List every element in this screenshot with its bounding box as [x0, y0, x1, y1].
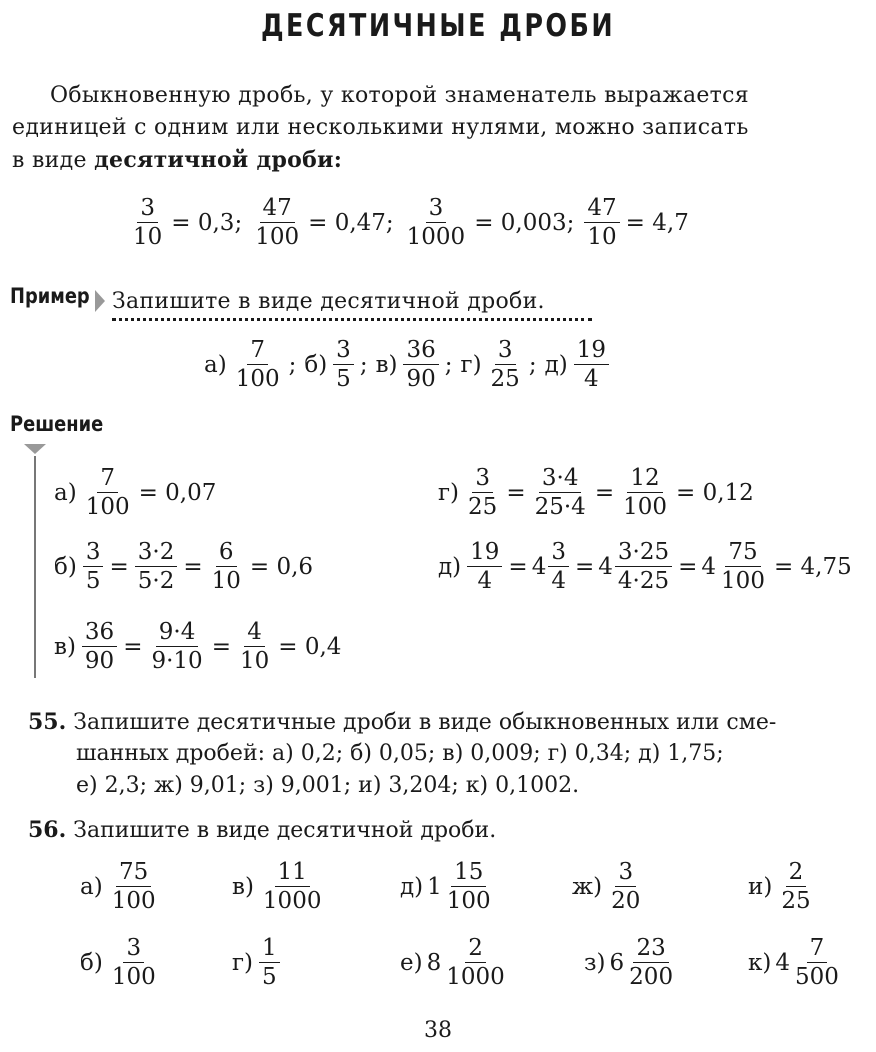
task56-item: и) 2 25	[748, 859, 811, 915]
result: = 0,47;	[308, 209, 394, 236]
fraction: $\frac{3}{1000}$	[406, 195, 466, 251]
solution-g: г) $\frac{3}{25}$ = $\frac{3\cdot 4}{25\cdot 4}$ = $\frac{12}{100}$ = 0,12	[438, 465, 754, 521]
example-label: Пример	[10, 284, 90, 308]
task56-item: з) 6 23 200	[584, 935, 674, 991]
page-number: 38	[424, 1018, 452, 1043]
result: = 0,003;	[474, 209, 575, 236]
fraction: $\frac{47}{100}$	[255, 195, 300, 251]
fraction: $\frac{3}{10}$	[133, 195, 163, 251]
solution-a: а) $\frac{7}{100}$ = 0,07	[54, 465, 217, 521]
solution-label: Решение	[10, 412, 104, 436]
task56-item: д) 1 15 100	[400, 859, 491, 915]
intro-line-2: единицей с одним или несколькими нулями, можно записать	[12, 115, 749, 140]
task-number: 55.	[28, 709, 67, 735]
example-items: а) 7 100 ; б) 3 5 ; в) 36 90 ; г) 3 25 ; д) 19 4	[200, 338, 611, 391]
result: = 0,3;	[171, 209, 243, 236]
triangle-icon	[24, 444, 46, 454]
task-text: Запишите в виде десятичной дроби.	[73, 818, 497, 843]
task-56-header	[28, 814, 496, 847]
solution-bar	[34, 456, 36, 678]
task-55-line-3: е) 2,3; ж) 9,01; з) 9,001; и) 3,204; к) 0,1002.	[76, 773, 580, 798]
decimal-term: десятичной дроби:	[94, 147, 343, 173]
intro-line-3	[12, 144, 342, 177]
intro-line-3-text: в виде	[12, 148, 95, 173]
solution-v: в) $\frac{36}{90}$ = $\frac{9\cdot 4}{9\cdot 10}$ = $\frac{4}{10}$ = 0,4	[54, 619, 342, 675]
example-task: Запишите в виде десятичной дроби.	[112, 286, 592, 321]
solution-d: д) $\frac{19}{4}$ = 4 $\frac{3}{4}$ = 4 $\frac{3\cdot 25}{4\cdot 25}$ = 4 $\frac{75}{100}$ = 4,75	[438, 539, 852, 595]
task-55-line-1	[28, 706, 776, 739]
page-title: ДЕСЯТИЧНЫЕ ДРОБИ	[260, 8, 616, 44]
result: = 4,7	[625, 209, 689, 236]
fraction: $\frac{47}{10}$	[584, 196, 619, 249]
intro-examples	[128, 196, 693, 249]
task56-item: а) 75 100	[80, 859, 156, 915]
task56-item: ж) 3 20	[572, 859, 641, 915]
intro-line-1: Обыкновенную дробь, у которой знаменатель выражается	[50, 83, 749, 108]
task56-item: е) 8 2 1000	[400, 935, 505, 991]
task-number: 56.	[28, 817, 67, 843]
example-header	[10, 284, 104, 308]
solution-b: б) $\frac{3}{5}$ = $\frac{3\cdot 2}{5\cdot 2}$ = $\frac{6}{10}$ = 0,6	[54, 539, 314, 595]
arrow-icon	[95, 290, 105, 312]
task56-item: в) 11 1000	[232, 859, 322, 915]
task-text: Запишите десятичные дроби в виде обыкновенных или сме-	[73, 710, 777, 735]
task56-item: г) 1 5	[228, 936, 282, 989]
task56-item: к) 4 7 500	[748, 935, 839, 991]
task-55-line-2: шанных дробей: а) 0,2; б) 0,05; в) 0,009; г) 0,34; д) 1,75;	[76, 741, 724, 766]
task56-item: б) 3 100	[80, 935, 156, 991]
